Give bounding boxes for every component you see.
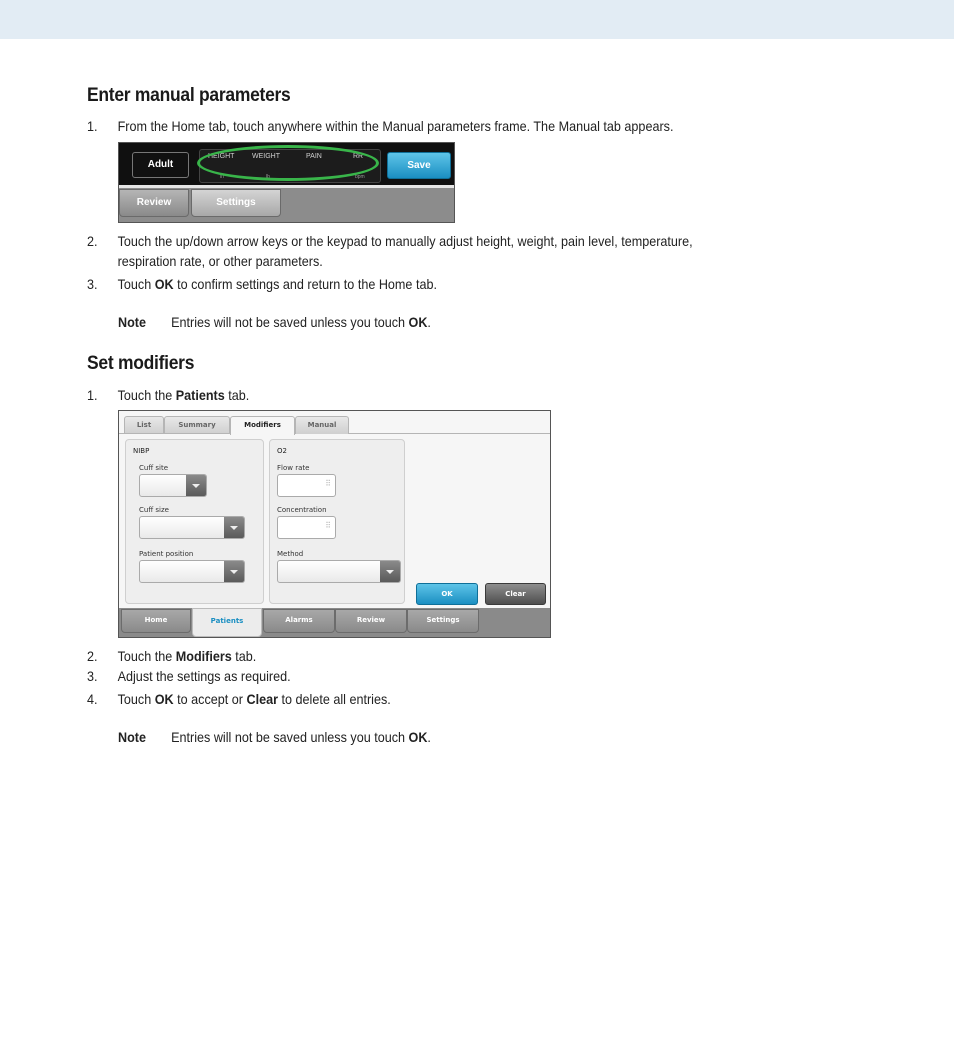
param-height-label: HEIGHT: [208, 153, 235, 160]
tab-patients[interactable]: Patients: [192, 608, 262, 637]
ok-button[interactable]: OK: [416, 583, 478, 605]
tab-home[interactable]: Home: [121, 609, 191, 633]
o2-panel: [269, 439, 405, 604]
section-heading-set-modifiers: Set modifiers: [87, 353, 195, 374]
tab-list[interactable]: List: [124, 416, 164, 434]
save-button[interactable]: Save: [387, 152, 451, 179]
o2-title: O2: [277, 447, 287, 455]
section-heading-manual-parameters: Enter manual parameters: [87, 85, 291, 106]
chevron-down-icon: [224, 561, 244, 582]
keypad-icon: ⠿: [325, 479, 331, 488]
nibp-panel: [125, 439, 264, 604]
clear-button[interactable]: Clear: [485, 583, 546, 605]
nibp-title: NIBP: [133, 447, 150, 455]
step-2: 2. Touch the up/down arrow keys or the keypad to manually adjust height, weight, pain level, temperature, respiration rate, or other parameters.: [87, 233, 693, 269]
cuff-site-label: Cuff site: [139, 464, 169, 472]
step-1: 1. From the Home tab, touch anywhere within the Manual parameters frame. The Manual tab appears.: [87, 118, 674, 134]
patient-position-select[interactable]: [139, 560, 245, 583]
param-rr-unit: bpm: [355, 174, 365, 180]
tab-alarms[interactable]: Alarms: [263, 609, 335, 633]
param-weight-label: WEIGHT: [252, 153, 280, 160]
param-weight-unit: lb: [266, 174, 270, 180]
tab-review[interactable]: Review: [335, 609, 407, 633]
param-rr-label: RR: [353, 153, 364, 160]
step-3: 3. Touch OK to confirm settings and return to the Home tab.: [87, 276, 437, 292]
flow-rate-label: Flow rate: [277, 464, 310, 472]
param-height-unit: in: [220, 174, 224, 180]
step-1-modifiers: 1. Touch the Patients tab.: [87, 387, 250, 403]
tab-summary[interactable]: Summary: [164, 416, 230, 434]
chevron-down-icon: [224, 517, 244, 538]
step-4-modifiers: 4. Touch OK to accept or Clear to delete all entries.: [87, 691, 391, 707]
flow-rate-field[interactable]: [277, 474, 336, 497]
patient-position-label: Patient position: [139, 550, 194, 558]
tab-manual[interactable]: Manual: [295, 416, 349, 434]
header-separator: [119, 185, 454, 188]
modifiers-screenshot: [118, 410, 551, 638]
step-2-modifiers: 2. Touch the Modifiers tab.: [87, 648, 257, 664]
param-pain-label: PAIN: [306, 153, 322, 160]
chevron-down-icon: [380, 561, 400, 582]
manual-parameters-screenshot: [118, 142, 455, 223]
header-band: [0, 0, 954, 39]
step-3-modifiers: 3. Adjust the settings as required.: [87, 668, 291, 684]
tab-modifiers[interactable]: Modifiers: [230, 416, 295, 435]
note-modifiers: Note Entries will not be saved unless you touch OK.: [118, 729, 431, 745]
cuff-size-label: Cuff size: [139, 506, 169, 514]
method-label: Method: [277, 550, 304, 558]
note-manual-parameters: Note Entries will not be saved unless you touch OK.: [118, 314, 431, 330]
tab-settings[interactable]: Settings: [407, 609, 479, 633]
concentration-field[interactable]: [277, 516, 336, 539]
keypad-icon: ⠿: [325, 521, 331, 530]
cuff-size-select[interactable]: [139, 516, 245, 539]
tab-settings[interactable]: Settings: [191, 189, 281, 217]
chevron-down-icon: [186, 475, 206, 496]
highlight-ring: [197, 145, 379, 181]
concentration-label: Concentration: [277, 506, 327, 514]
method-select[interactable]: [277, 560, 401, 583]
tab-review[interactable]: Review: [119, 189, 189, 217]
adult-button[interactable]: Adult: [132, 152, 189, 178]
cuff-site-select[interactable]: [139, 474, 207, 497]
